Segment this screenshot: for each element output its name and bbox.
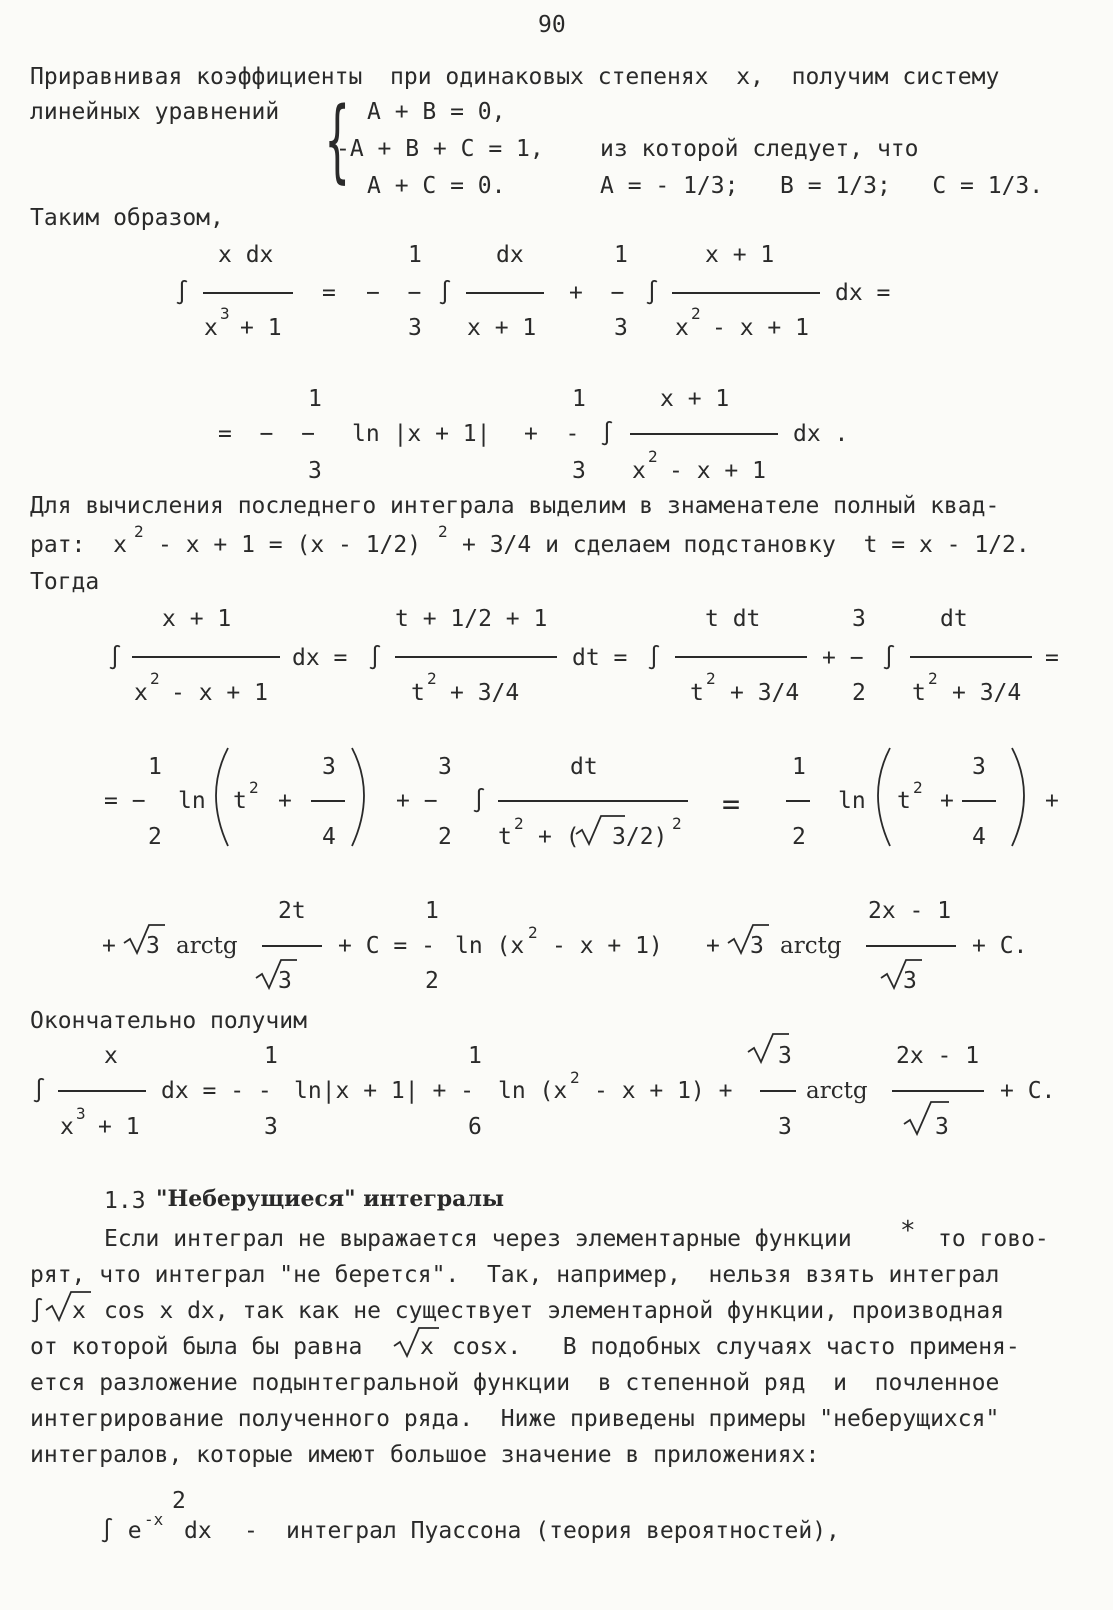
equals-minus: = − −: [218, 421, 315, 447]
text-line: Для вычисления последнего интеграла выделим в знаменателе полный квад-: [30, 493, 1000, 519]
exponent: 2: [427, 669, 437, 688]
fraction-num: dx: [496, 242, 524, 268]
fraction-den: x: [134, 680, 148, 706]
fraction-den: x: [60, 1114, 74, 1140]
coef-den: 2: [852, 680, 866, 706]
ln-label: ln: [838, 788, 866, 814]
fraction-den: t: [411, 680, 425, 706]
radicand: 3: [778, 1043, 792, 1069]
fraction-num: dt: [940, 606, 968, 632]
exponent: 2: [249, 778, 259, 797]
fraction-num: 2t: [278, 898, 306, 924]
integral-sign: ∫ e: [100, 1518, 142, 1544]
fraction-bar: [203, 292, 293, 294]
fraction-den: - x + 1: [171, 680, 268, 706]
fraction-den: 4: [972, 824, 986, 850]
exponent: 2: [150, 669, 160, 688]
fraction-num: x dx: [218, 242, 274, 268]
fraction-bar: [630, 433, 778, 435]
fraction-num: 3: [972, 754, 986, 780]
right-paren: [352, 748, 364, 846]
coef-num: 1: [425, 898, 439, 924]
text-line: линейных уравнений: [30, 99, 280, 125]
fraction-bar: [786, 800, 810, 802]
plus-sign: +: [940, 788, 954, 814]
integral-sign: ∫: [600, 421, 614, 447]
integral-sign: ∫: [645, 280, 659, 306]
plus-sign: +: [1045, 788, 1059, 814]
exponent: 2: [528, 923, 538, 942]
fraction-den: - x + 1: [712, 315, 809, 341]
system-brace: {: [325, 88, 350, 193]
integral-sign: ∫: [438, 280, 452, 306]
fraction-bar: [262, 945, 322, 947]
dx-label: dx =: [292, 645, 348, 671]
fraction-bar: [132, 656, 280, 658]
plus-c: + C = -: [338, 933, 435, 959]
system-eq-3: A + C = 0.: [367, 173, 506, 199]
coef-num: 1: [614, 242, 628, 268]
exponent: 2: [672, 814, 682, 833]
fraction-num: t dt: [705, 606, 761, 632]
coef-num: 1: [308, 386, 322, 412]
fraction-num: x: [104, 1043, 118, 1069]
fraction-bar: [466, 292, 544, 294]
text-line: cosx. В подобных случаях часто применя-: [452, 1334, 1020, 1360]
fraction-den: t: [690, 680, 704, 706]
dx-label: dx = - -: [161, 1078, 272, 1104]
text-line: из которой следует, что: [600, 136, 919, 162]
integral-sign: ∫: [30, 1298, 44, 1324]
variable: t: [897, 788, 911, 814]
fraction-bar: [58, 1090, 146, 1092]
ln-label: ln: [178, 788, 206, 814]
text-line: ется разложение подынтегральной функции в степенной ряд и почленное: [30, 1370, 1000, 1396]
dx-label: dx =: [835, 280, 891, 306]
plus-sign: +: [278, 788, 292, 814]
fraction-bar: [962, 800, 996, 802]
ln-term: ln (x: [498, 1078, 568, 1104]
text-line: рат: x: [30, 532, 127, 558]
integral-sign: ∫: [472, 788, 486, 814]
coef-den: 3: [572, 458, 586, 484]
exponent: -x: [144, 1510, 164, 1529]
fraction-bar: [311, 800, 345, 802]
plus-c: + C.: [972, 933, 1028, 959]
plus-sign: +: [102, 933, 116, 959]
plus-sign: + −: [822, 645, 864, 671]
coef-den: 6: [468, 1114, 482, 1140]
ln-term: ln|x + 1| + -: [294, 1078, 475, 1104]
fraction-bar: [395, 656, 557, 658]
fraction-num: 2x - 1: [868, 898, 952, 924]
exponent: 2: [648, 447, 658, 466]
coef-den: 3: [264, 1114, 278, 1140]
section-title: "Неберущиеся" интегралы: [156, 1186, 505, 1212]
text-line: cos x dx, так как не существует элементарной функции, производная: [104, 1298, 1005, 1324]
coef-den: 3: [308, 458, 322, 484]
exponent: 2: [706, 669, 716, 688]
plus-c: + C.: [1000, 1078, 1056, 1104]
equals-sign: =: [322, 280, 336, 306]
text-line: + 3/4 и сделаем подстановку t = x - 1/2.: [462, 532, 1030, 558]
text-line: Приравнивая коэффициенты при одинаковых степенях x, получим систему: [30, 64, 1000, 90]
coef-den: 2: [148, 824, 162, 850]
plus-sign: +: [706, 933, 720, 959]
fraction-bar: [672, 292, 820, 294]
fraction-den: 3: [935, 1114, 949, 1140]
exponent: 2: [134, 522, 144, 541]
integral-sign: ∫: [882, 645, 896, 671]
equals-sign: =: [722, 787, 741, 822]
text-line: - x + 1 = (x - 1/2): [158, 532, 422, 558]
radicand: x: [420, 1334, 434, 1360]
coef-num: 1: [792, 754, 806, 780]
text-line: Если интеграл не выражается через элементарные функции: [104, 1226, 852, 1252]
ln-term: - x + 1): [552, 933, 663, 959]
plus-sign: + -: [524, 421, 580, 447]
fraction-num: 3: [322, 754, 336, 780]
fraction-den: + 1: [240, 315, 282, 341]
exponent: 2: [438, 522, 448, 541]
exponent: 2: [691, 304, 701, 323]
text-line: Окончательно получим: [30, 1008, 307, 1034]
ln-term: ln (x: [455, 933, 525, 959]
dx-label: dx: [184, 1518, 212, 1544]
coef-num: 1: [468, 1043, 482, 1069]
integral-sign: ∫: [647, 645, 661, 671]
plus-sign: + −: [569, 280, 625, 306]
radicand: 3: [146, 933, 160, 959]
dt-label: dt =: [572, 645, 628, 671]
fraction-num: x + 1: [162, 606, 232, 632]
text-line: Таким образом,: [30, 205, 224, 231]
fraction-den: 3: [903, 968, 917, 994]
coef-den: 2: [425, 968, 439, 994]
exponent: 3: [76, 1104, 86, 1123]
equals-sign: =: [1045, 645, 1059, 671]
coef-num: 3: [852, 606, 866, 632]
exponent: 3: [220, 304, 230, 323]
fraction-den: x: [675, 315, 689, 341]
fraction-den: + (: [538, 824, 580, 850]
right-paren: [1012, 748, 1024, 846]
coef-num: 1: [572, 386, 586, 412]
fraction-num: t + 1/2 + 1: [395, 606, 548, 632]
system-eq-2: -A + B + C = 1,: [336, 136, 544, 162]
fraction-den: t: [912, 680, 926, 706]
text-line: интеграл Пуассона (теория вероятностей),: [286, 1518, 840, 1544]
integral-sign: ∫: [108, 645, 122, 671]
fraction-num: x + 1: [660, 386, 730, 412]
text-line: от которой была бы равна: [30, 1334, 363, 1360]
radicand: 3: [750, 933, 764, 959]
fraction-num: x + 1: [705, 242, 775, 268]
exponent: 2: [570, 1068, 580, 1087]
fraction-den: + 3/4: [952, 680, 1022, 706]
integral-sign: ∫: [32, 1078, 46, 1104]
fraction-den: t: [498, 824, 512, 850]
exponent: 2: [172, 1488, 186, 1514]
equals-minus: = −: [104, 788, 146, 814]
fraction-den: 3/2): [612, 824, 668, 850]
coef-den: 2: [792, 824, 806, 850]
fraction-bar: [675, 656, 807, 658]
fraction-den: 3: [278, 968, 292, 994]
fraction-bar: [760, 1090, 796, 1092]
coef-den: 3: [778, 1114, 792, 1140]
fraction-num: dt: [570, 754, 598, 780]
page-number: 90: [538, 12, 566, 38]
text-line: рят, что интеграл "не берется". Так, например, нельзя взять интеграл: [30, 1262, 1000, 1288]
integral-sign: ∫: [175, 280, 189, 306]
dash: -: [244, 1518, 258, 1544]
ln-term: - x + 1) +: [594, 1078, 733, 1104]
plus-sign: + −: [396, 788, 438, 814]
arctg-label: arctg: [806, 1078, 868, 1104]
fraction-den: x + 1: [467, 315, 537, 341]
arctg-label: arctg: [780, 933, 842, 959]
fraction-bar: [892, 1090, 984, 1092]
footnote-star: *: [900, 1216, 916, 1246]
coefficients-result: A = - 1/3; B = 1/3; C = 1/3.: [600, 173, 1044, 199]
coef-den: 3: [614, 315, 628, 341]
fraction-num: 2x - 1: [896, 1043, 980, 1069]
fraction-den: - x + 1: [669, 458, 766, 484]
left-paren: [216, 748, 228, 846]
fraction-den: + 3/4: [450, 680, 520, 706]
exponent: 2: [514, 814, 524, 833]
integral-sign: ∫: [368, 645, 382, 671]
fraction-bar: [498, 800, 688, 802]
coef-den: 3: [408, 315, 422, 341]
text-line: интегралов, которые имеют большое значение в приложениях:: [30, 1442, 820, 1468]
ln-term: ln |x + 1|: [352, 421, 491, 447]
fraction-den: x: [632, 458, 646, 484]
exponent: 2: [928, 669, 938, 688]
radicand: x: [72, 1298, 86, 1324]
fraction-den: 4: [322, 824, 336, 850]
fraction-bar: [866, 945, 956, 947]
coef-den: 2: [438, 824, 452, 850]
minus-sign: − −: [366, 280, 422, 306]
coef-num: 1: [264, 1043, 278, 1069]
text-line: интегрирование полученного ряда. Ниже приведены примеры "неберущихся": [30, 1406, 1000, 1432]
system-eq-1: A + B = 0,: [367, 99, 506, 125]
coef-num: 1: [408, 242, 422, 268]
fraction-bar: [910, 656, 1032, 658]
section-number: 1.3: [104, 1188, 146, 1214]
coef-num: 3: [438, 754, 452, 780]
variable: t: [233, 788, 247, 814]
text-line: то гово-: [938, 1226, 1049, 1252]
exponent: 2: [913, 778, 923, 797]
dx-label: dx .: [793, 421, 849, 447]
fraction-den: x: [204, 315, 218, 341]
coef-num: 1: [148, 754, 162, 780]
arctg-label: arctg: [176, 933, 238, 959]
text-line: Тогда: [30, 569, 100, 595]
left-paren: [878, 748, 890, 846]
fraction-den: + 1: [98, 1114, 140, 1140]
fraction-den: + 3/4: [730, 680, 800, 706]
